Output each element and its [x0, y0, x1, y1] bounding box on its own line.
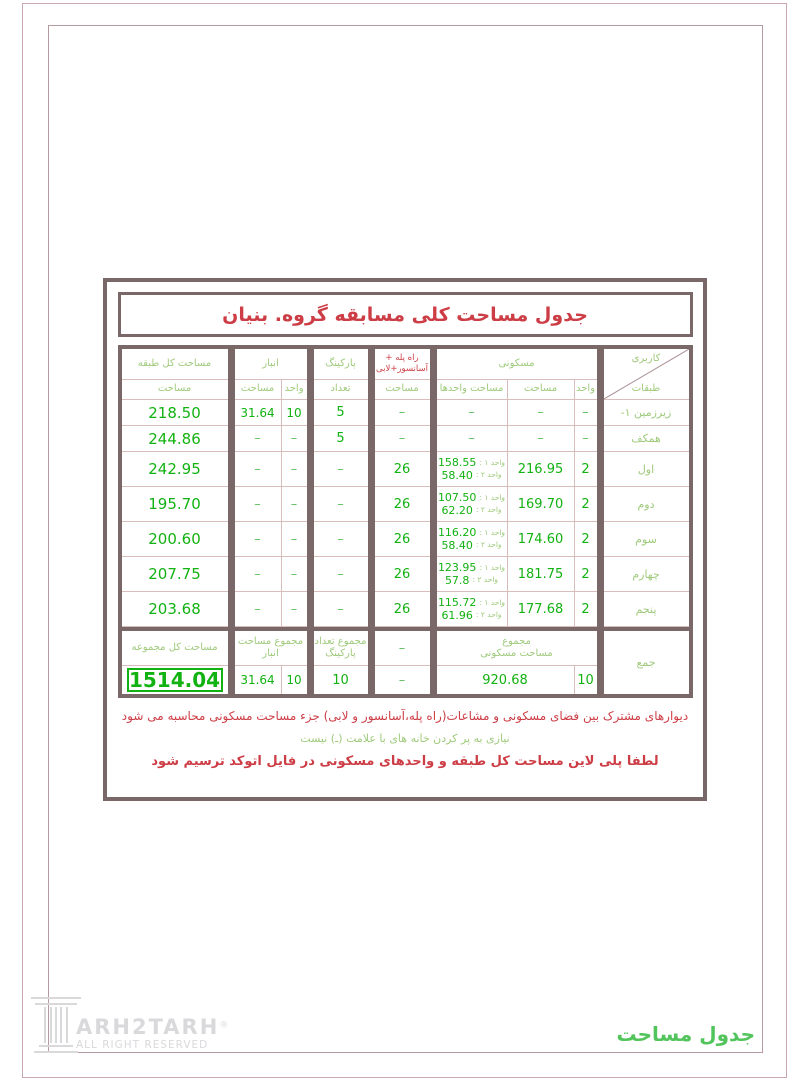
unit2-area: 58.40: [441, 538, 473, 552]
parking-sub-header: تعداد: [314, 380, 368, 400]
note-polyline: لطفا پلی لاین مساحت کل طبقه و واحدهای مسکونی در فایل اتوکد ترسیم شود: [151, 754, 659, 769]
unit1-label: واحد ۱ :: [479, 492, 506, 502]
storage-row: [235, 426, 307, 452]
sum-row-label: جمع: [604, 627, 689, 694]
grand-total-value: 1514.04: [127, 668, 223, 692]
storage-area-value: –: [254, 531, 261, 547]
total-area-value: 203.68: [122, 592, 228, 627]
storage-row: [235, 522, 307, 557]
note-dash-cells: نیازی به پر کردن خانه های با علامت (ـ) نیست: [300, 732, 510, 745]
unit1-label: واحد ۱ :: [479, 562, 506, 572]
unit1-area: 107.50: [437, 490, 477, 504]
parking-group-header: پارکینگ: [314, 349, 368, 380]
column-divider: [368, 349, 375, 694]
unit2-label: واحد ۲ :: [472, 575, 499, 585]
storage-total-header-line1: مجموع مساحت: [237, 635, 304, 647]
stairs-total-value: –: [398, 672, 406, 688]
total-sub-header: مساحت: [122, 380, 228, 400]
storage-unit-value: –: [281, 487, 307, 521]
parking-value: 5: [314, 400, 368, 426]
storage-area-value: –: [254, 496, 261, 512]
unit2-area: 62.20: [441, 503, 473, 517]
storage-sub-headers: [235, 380, 307, 400]
storage-group-header: انبار: [235, 349, 307, 380]
unit2-line: [441, 470, 501, 482]
grand-total-cell: [122, 666, 228, 694]
column-parking: [314, 349, 368, 694]
storage-area-value: –: [254, 601, 261, 617]
residential-units-value: –: [468, 405, 475, 420]
parking-total-header-line2: پارکینگ: [325, 648, 356, 659]
residential-unit-count: –: [574, 400, 597, 425]
storage-total-area: 31.64: [240, 673, 275, 687]
residential-total-header: [437, 627, 597, 666]
unit1-line: [438, 597, 505, 609]
residential-area-value: 174.60: [507, 522, 574, 556]
unit2-area: 57.8: [444, 573, 470, 587]
unit1-label: واحد ۱ :: [479, 457, 506, 467]
residential-area-value: 181.75: [507, 557, 574, 591]
unit1-line: [438, 562, 505, 574]
storage-total-header: [235, 627, 307, 666]
residential-total-unit: 10: [574, 666, 597, 694]
stairs-value: 26: [375, 592, 430, 627]
unit2-line: [445, 575, 498, 587]
residential-unit-header: واحد: [574, 380, 597, 399]
residential-total-row: [437, 666, 597, 694]
residential-units-area-header: مساحت واحدها: [439, 383, 504, 395]
unit1-area: 116.20: [437, 525, 477, 539]
storage-row: [235, 592, 307, 627]
residential-units-value: –: [468, 431, 475, 446]
column-floors: [604, 349, 689, 694]
parking-total-header-line1: مجموع تعداد: [314, 635, 367, 647]
stairs-value: 26: [375, 487, 430, 522]
residential-area-value: –: [507, 426, 574, 451]
parking-value: –: [314, 557, 368, 592]
unit2-line: [441, 540, 501, 552]
pillar-icon: [30, 993, 82, 1055]
residential-row: [437, 426, 597, 452]
unit2-line: [441, 610, 501, 622]
unit2-line: [441, 505, 501, 517]
table-title-box: [118, 292, 693, 337]
table-title: جدول مساحت کلی مسابقه گروه. بنیان: [222, 303, 588, 326]
unit2-label: واحد ۲ :: [475, 610, 502, 620]
stairs-sub-header: مساحت: [375, 380, 430, 400]
corner-header-cell: [604, 349, 689, 400]
floor-label: زیرزمین ۱-: [604, 400, 689, 426]
sheet-footer-title: جدول مساحت: [616, 1022, 755, 1046]
total-area-value: 200.60: [122, 522, 228, 557]
floor-label: اول: [604, 452, 689, 487]
residential-area-value: 169.70: [507, 487, 574, 521]
column-divider: [597, 349, 604, 694]
unit1-line: [438, 527, 505, 539]
storage-area-value: –: [254, 431, 261, 446]
residential-total-header-line2: مساحت مسکونی: [480, 648, 553, 659]
total-area-value: 244.86: [122, 426, 228, 452]
watermark-text: [76, 1017, 228, 1053]
residential-area-value: 216.95: [507, 452, 574, 486]
corner-usage-label: کاربری: [631, 353, 661, 364]
residential-area-value: 177.68: [507, 592, 574, 626]
residential-unit-count: 2: [574, 557, 597, 591]
residential-unit-count: 2: [574, 487, 597, 521]
note-shared-walls: دیوارهای مشترک بین فضای مسکونی و مشاعات(راه پله،آسانسور و لابی) جزء مساحت مسکونی محاسبه می شود: [121, 709, 689, 723]
column-residential: [437, 349, 597, 694]
watermark-logo: [30, 993, 228, 1055]
residential-row: [437, 592, 597, 627]
storage-total-unit: 10: [281, 666, 307, 694]
stairs-value: –: [375, 400, 430, 426]
residential-units-cell: [437, 557, 507, 591]
storage-row: [235, 487, 307, 522]
total-area-value: 207.75: [122, 557, 228, 592]
parking-value: 5: [314, 426, 368, 452]
residential-sub-headers: [437, 380, 597, 400]
area-table: [103, 278, 707, 801]
total-group-header: مساحت کل طبقه: [122, 349, 228, 380]
storage-total-header-line2: انبار: [262, 648, 279, 659]
corner-floors-label: طبقات: [631, 383, 661, 394]
residential-row: [437, 400, 597, 426]
unit1-label: واحد ۱ :: [479, 527, 506, 537]
watermark-rights: ALL RIGHT RESERVED: [76, 1039, 209, 1052]
storage-row: [235, 557, 307, 592]
storage-row: [235, 400, 307, 426]
stairs-value: –: [375, 426, 430, 452]
total-area-value: 218.50: [122, 400, 228, 426]
unit2-label: واحد ۲ :: [475, 540, 502, 550]
residential-row: [437, 452, 597, 487]
parking-total-value: 10: [332, 672, 349, 688]
storage-unit-value: –: [281, 592, 307, 626]
residential-unit-count: 2: [574, 522, 597, 556]
parking-value: –: [314, 487, 368, 522]
floor-label: سوم: [604, 522, 689, 557]
residential-area-header: مساحت: [507, 380, 574, 399]
floor-label: پنجم: [604, 592, 689, 627]
unit1-area: 123.95: [437, 560, 477, 574]
unit2-label: واحد ۲ :: [475, 470, 502, 480]
column-total-floor-area: [122, 349, 228, 694]
residential-units-cell: [437, 452, 507, 486]
storage-area-value: –: [254, 566, 261, 582]
total-area-value: 195.70: [122, 487, 228, 522]
grand-total-header: مساحت کل مجموعه: [122, 627, 228, 666]
residential-units-cell: [437, 592, 507, 626]
residential-total-area: 920.68: [482, 672, 528, 688]
parking-value: –: [314, 522, 368, 557]
residential-unit-count: 2: [574, 592, 597, 626]
storage-unit-value: –: [281, 452, 307, 486]
column-divider: [228, 349, 235, 694]
unit2-label: واحد ۲ :: [475, 505, 502, 515]
storage-area-value: –: [254, 461, 261, 477]
floor-label: چهارم: [604, 557, 689, 592]
residential-row: [437, 557, 597, 592]
residential-units-cell: [437, 487, 507, 521]
residential-units-cell: [437, 522, 507, 556]
registered-mark-icon: ®: [219, 1020, 229, 1031]
unit2-area: 61.96: [441, 608, 473, 622]
residential-total-header-line1: مجموع: [502, 635, 531, 647]
stairs-group-header: [375, 349, 430, 380]
unit1-line: [438, 492, 505, 504]
total-area-value: 242.95: [122, 452, 228, 487]
parking-value: –: [314, 592, 368, 627]
parking-total-header: [314, 627, 368, 666]
residential-group-header: مسکونی: [437, 349, 597, 380]
residential-row: [437, 487, 597, 522]
stairs-value: 26: [375, 557, 430, 592]
stairs-total-header: –: [375, 627, 430, 666]
unit1-line: [438, 457, 505, 469]
storage-unit-value: –: [281, 557, 307, 591]
storage-unit-value: –: [281, 426, 307, 451]
unit1-area: 115.72: [437, 595, 477, 609]
storage-row: [235, 452, 307, 487]
storage-area-header: مساحت: [240, 383, 275, 395]
residential-unit-count: –: [574, 426, 597, 451]
watermark-brand: ARH2TARH: [76, 1015, 220, 1040]
floor-label: دوم: [604, 487, 689, 522]
storage-unit-value: –: [281, 522, 307, 556]
parking-value: –: [314, 452, 368, 487]
column-divider: [430, 349, 437, 694]
storage-area-value: 31.64: [240, 405, 275, 420]
unit2-area: 58.40: [441, 468, 473, 482]
unit1-label: واحد ۱ :: [479, 597, 506, 607]
column-divider: [307, 349, 314, 694]
residential-row: [437, 522, 597, 557]
storage-unit-header: واحد: [281, 380, 307, 399]
stairs-value: 26: [375, 522, 430, 557]
storage-unit-value: 10: [281, 400, 307, 425]
residential-area-value: –: [507, 400, 574, 425]
stairs-value: 26: [375, 452, 430, 487]
column-storage: [235, 349, 307, 694]
stairs-group-header-line2: آسانسور+لابی: [376, 364, 428, 374]
notes-block: [107, 709, 703, 769]
unit1-area: 158.55: [437, 455, 477, 469]
stairs-group-header-line1: راه پله +: [385, 352, 419, 363]
column-stairs: [375, 349, 430, 694]
storage-total-row: [235, 666, 307, 694]
floor-label: همکف: [604, 426, 689, 452]
residential-unit-count: 2: [574, 452, 597, 486]
area-grid: [118, 345, 693, 698]
